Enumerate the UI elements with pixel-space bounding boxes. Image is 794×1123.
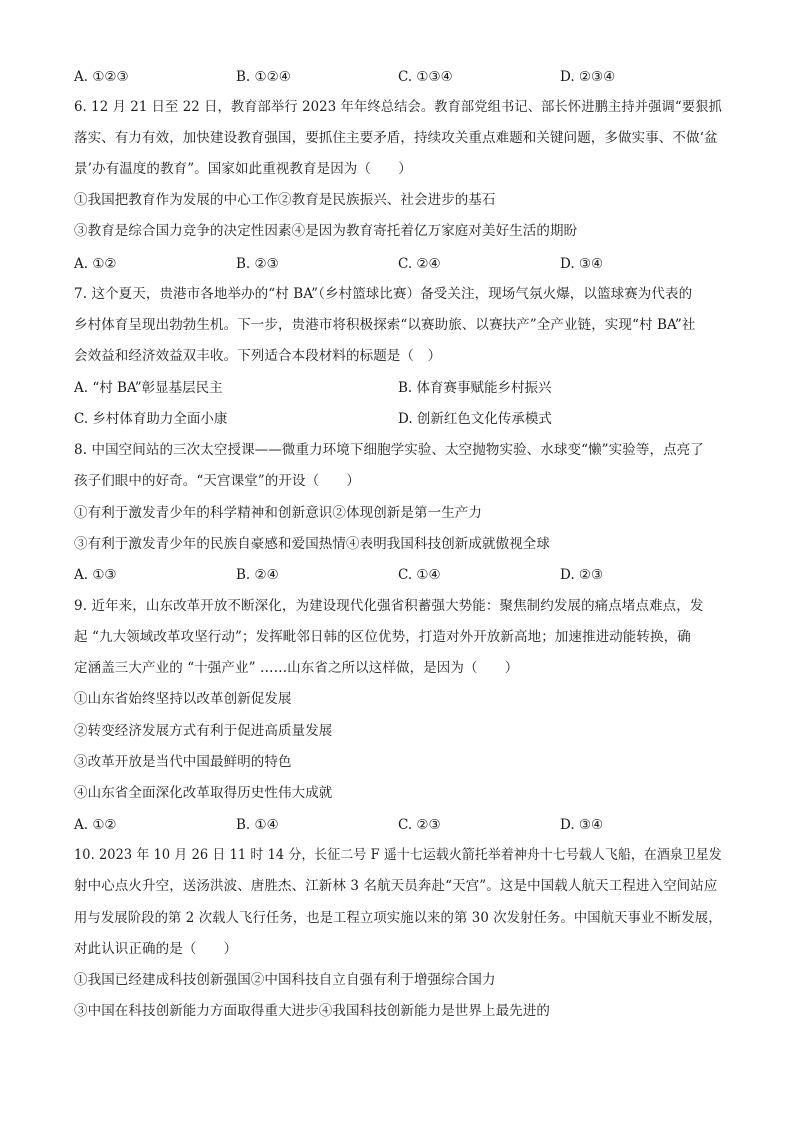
question-stem-line: 10. 2023 年 10 月 26 日 11 时 14 分，长征二号 F 遥十七运载火箭托举着神舟十七号载人飞船，在酒泉卫星发: [74, 847, 722, 863]
question-stem-line: 对此认识正确的是（ ）: [74, 941, 238, 957]
statement-line: ①山东省始终坚持以改革创新促发展: [74, 691, 292, 707]
option-b[interactable]: B. ①②④: [236, 69, 291, 85]
question-stem-line: 8. 中国空间站的三次太空授课——微重力环境下细胞学实验、太空抛物实验、水球变“懒”实验等，点亮了: [74, 442, 704, 458]
option-c[interactable]: C. ②④: [398, 256, 441, 272]
statement-line: ①我国已经建成科技创新强国②中国科技自立自强有利于增强综合国力: [74, 972, 496, 988]
option-c[interactable]: C. ①④: [398, 567, 441, 583]
option-c[interactable]: C. ①③④: [398, 69, 453, 85]
question-stem-line: 景’办有温度的教育”。国家如此重视教育是因为（ ）: [74, 161, 412, 177]
option-a[interactable]: A. ①③: [74, 567, 117, 583]
option-d[interactable]: D. ③④: [560, 256, 604, 272]
option-a[interactable]: A. ①②: [74, 817, 117, 833]
statement-line: ②转变经济发展方式有利于促进高质量发展: [74, 723, 333, 739]
statement-line: ①我国把教育作为发展的中心工作②教育是民族振兴、社会进步的基石: [74, 192, 496, 208]
question-stem-line: 落实、有力有效，加快建设教育强国，要抓住主要矛盾，持续攻关重点难题和关键问题，多做实事、不做‘盆: [74, 130, 718, 146]
question-stem-line: 乡村体育呈现出勃勃生机。下一步，贵港市将积极探索“以赛助旅、以赛扶产”全产业链，实现“村 BA”社: [74, 317, 696, 333]
option-c[interactable]: C. 乡村体育助力全面小康: [74, 411, 228, 427]
option-b[interactable]: B. ②③: [236, 256, 279, 272]
option-a[interactable]: A. ①②: [74, 256, 117, 272]
option-d[interactable]: D. 创新红色文化传承模式: [398, 411, 552, 427]
statement-line: ③改革开放是当代中国最鲜明的特色: [74, 754, 292, 770]
question-stem-line: 9. 近年来，山东改革开放不断深化，为建设现代化强省积蓄强大势能：聚焦制约发展的痛点堵点难点，发: [74, 598, 704, 614]
question-stem-line: 定涵盖三大产业的 “十强产业” ……山东省之所以这样做，是因为（ ）: [74, 660, 519, 676]
option-b[interactable]: B. ①④: [236, 817, 279, 833]
option-d[interactable]: D. ②③④: [560, 69, 616, 85]
question-stem-line: 会效益和经济效益双丰收。下列适合本段材料的标题是（ ）: [74, 348, 442, 364]
statement-line: ③教育是综合国力竞争的决定性因素④是因为教育寄托着亿万家庭对美好生活的期盼: [74, 223, 578, 239]
statement-line: ④山东省全面深化改革取得历史性伟大成就: [74, 785, 333, 801]
statement-line: ③有利于激发青少年的民族自豪感和爱国热情④表明我国科技创新成就傲视全球: [74, 536, 550, 552]
question-stem-line: 6. 12 月 21 日至 22 日，教育部举行 2023 年年终总结会。教育部党组书记、部长怀进鹏主持并强调“要狠抓: [74, 99, 722, 115]
option-a[interactable]: A. ①②③: [74, 69, 129, 85]
option-d[interactable]: D. ②③: [560, 567, 604, 583]
question-stem-line: 起 “九大领域改革攻坚行动”；发挥毗邻日韩的区位优势，打造对外开放新高地；加速推进动能转换，确: [74, 629, 691, 645]
statement-line: ③中国在科技创新能力方面取得重大进步④我国科技创新能力是世界上最先进的: [74, 1003, 550, 1019]
question-stem-line: 孩子们眼中的好奇。“天宫课堂”的开设（ ）: [74, 473, 361, 489]
option-b[interactable]: B. ②④: [236, 567, 279, 583]
question-stem-line: 7. 这个夏天，贵港市各地举办的“村 BA”（乡村篮球比赛）备受关注，现场气氛火爆，以篮球赛为代表的: [74, 286, 693, 302]
option-a[interactable]: A. “村 BA”彰显基层民主: [74, 380, 223, 396]
statement-line: ①有利于激发青少年的科学精神和创新意识②体现创新是第一生产力: [74, 505, 482, 521]
question-stem-line: 用与发展阶段的第 2 次载人飞行任务，也是工程立项实施以来的第 30 次发射任务。中国航天事业不断发展，: [74, 910, 722, 926]
question-stem-line: 射中心点火升空，送汤洪波、唐胜杰、江新林 3 名航天员奔赴“天宫”。这是中国载人航天工程进入空间站应: [74, 878, 718, 894]
option-d[interactable]: D. ③④: [560, 817, 604, 833]
option-c[interactable]: C. ②③: [398, 817, 441, 833]
option-b[interactable]: B. 体育赛事赋能乡村振兴: [398, 380, 552, 396]
